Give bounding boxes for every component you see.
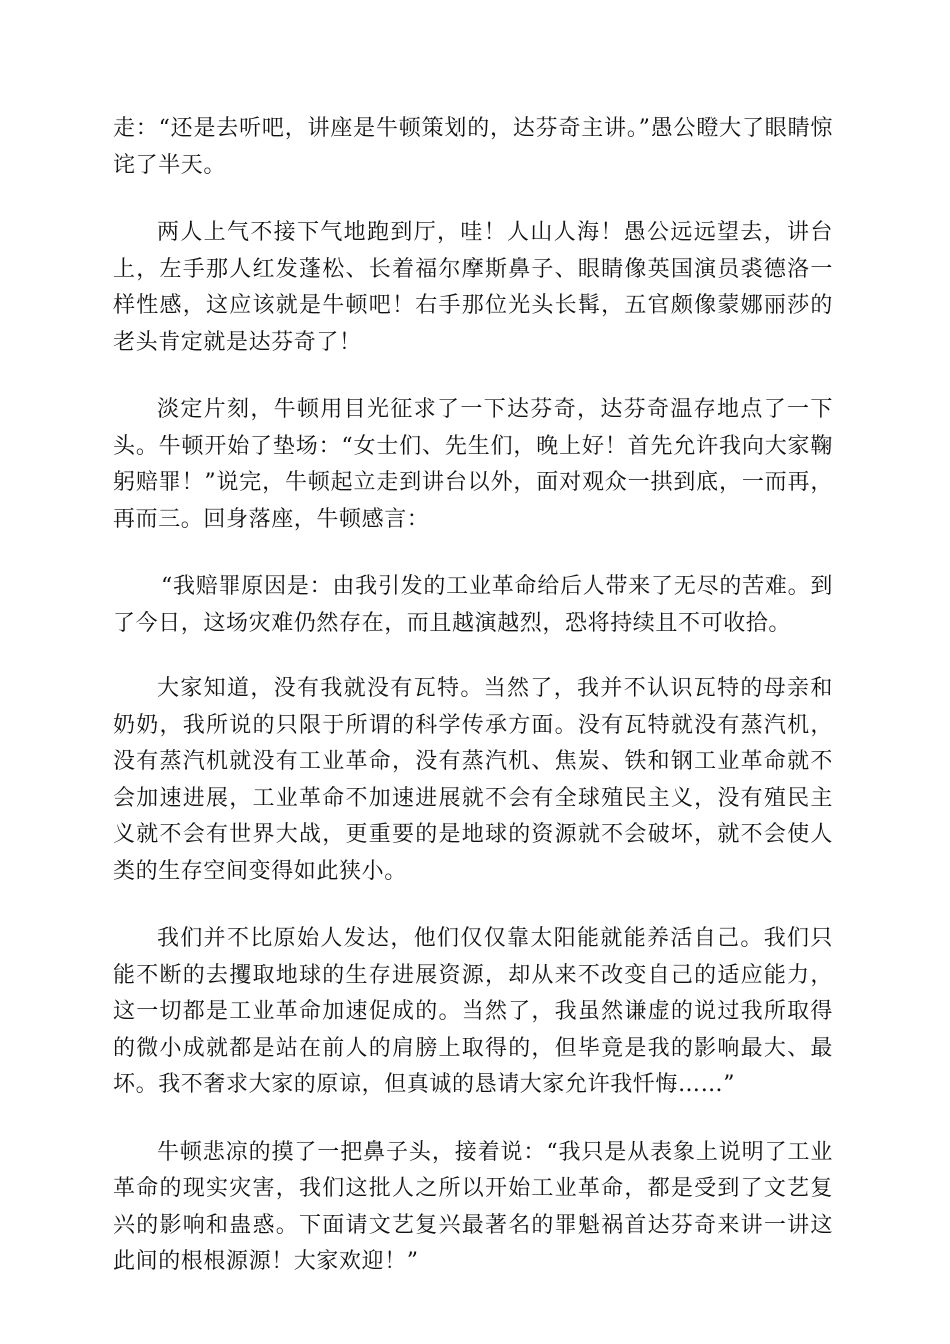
paragraph-3: 淡定片刻，牛顿用目光征求了一下达芬奇，达芬奇温存地点了一下头。牛顿开始了垫场：“女士们、先生们，晚上好！首先允许我向大家鞠躬赔罪！”说完，牛顿起立走到讲台以外，面对观众一拱到底，一而再，再而三。回身落座，牛顿感言：: [113, 397, 833, 532]
article-body: [113, 111, 833, 1281]
paragraph-7: 牛顿悲凉的摸了一把鼻子头，接着说：“我只是从表象上说明了工业革命的现实灾害，我们这批人之所以开始工业革命，都是受到了文艺复兴的影响和蛊惑。下面请文艺复兴最著名的罪魁祸首达芬奇来讲一讲这此间的根根源源！大家欢迎！”: [113, 1139, 833, 1274]
paragraph-6: 我们并不比原始人发达，他们仅仅靠太阳能就能养活自己。我们只能不断的去攫取地球的生存进展资源，却从来不改变自己的适应能力，这一切都是工业革命加速促成的。当然了，我虽然谦虚的说过我所取得的微小成就都是站在前人的肩膀上取得的，但毕竟是我的影响最大、最坏。我不奢求大家的原谅，但真诚的恳请大家允许我忏悔……”: [113, 926, 833, 1097]
paragraph-5: 大家知道，没有我就没有瓦特。当然了，我并不认识瓦特的母亲和奶奶，我所说的只限于所谓的科学传承方面。没有瓦特就没有蒸汽机，没有蒸汽机就没有工业革命，没有蒸汽机、焦炭、铁和钢工业革命就不会加速进展，工业革命不加速进展就不会有全球殖民主义，没有殖民主义就不会有世界大战，更重要的是地球的资源就不会破坏，就不会使人类的生存空间变得如此狭小。: [113, 676, 833, 884]
paragraph-4: “我赔罪原因是：由我引发的工业革命给后人带来了无尽的苦难。到了今日，这场灾难仍然存在，而且越演越烈，恐将持续且不可收拾。: [113, 574, 833, 636]
paragraph-1: 走：“还是去听吧，讲座是牛顿策划的，达芬奇主讲。”愚公瞪大了眼睛惊诧了半天。: [113, 116, 833, 178]
paragraph-2: 两人上气不接下气地跑到厅，哇！人山人海！愚公远远望去，讲台上，左手那人红发蓬松、长着福尔摩斯鼻子、眼睛像英国演员裘德洛一样性感，这应该就是牛顿吧！右手那位光头长髯，五官颇像蒙娜丽莎的老头肯定就是达芬奇了！: [113, 220, 833, 355]
